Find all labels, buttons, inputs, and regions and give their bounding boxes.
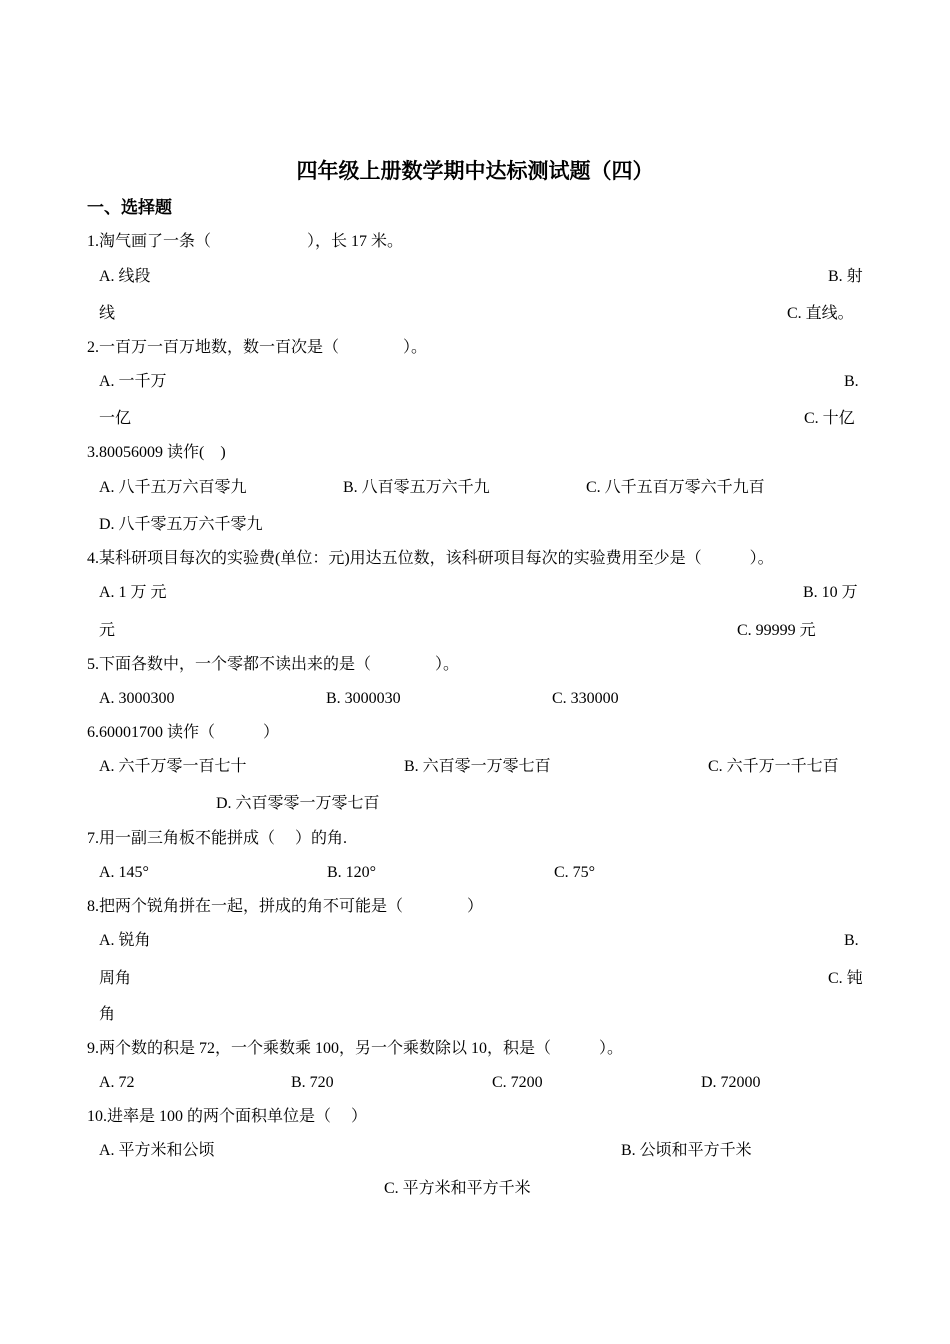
question-10-option-a: A. 平方米和公顷 bbox=[99, 1142, 215, 1159]
question-1-option-b-cont: 线 bbox=[99, 305, 116, 322]
question-1-option-b: B. 射 bbox=[828, 268, 863, 285]
question-4-stem: 4.某科研项目每次的实验费(单位：元)用达五位数，该科研项目每次的实验费用至少是（ ）。 bbox=[87, 550, 774, 567]
question-3-option-d: D. 八千零五万六千零九 bbox=[99, 516, 263, 533]
question-7-stem: 7.用一副三角板不能拼成（ ）的角. bbox=[87, 830, 348, 847]
question-4-option-b-cont: 元 bbox=[99, 622, 116, 639]
question-3-option-b: B. 八百零五万六千九 bbox=[343, 479, 490, 496]
question-10-stem: 10.进率是 100 的两个面积单位是（ ） bbox=[87, 1108, 368, 1125]
question-8-option-b-cont: 周角 bbox=[99, 970, 132, 987]
question-7-option-b: B. 120° bbox=[327, 864, 377, 881]
question-9-stem: 9.两个数的积是 72，一个乘数乘 100，另一个乘数除以 10，积是（ ）。 bbox=[87, 1040, 624, 1057]
question-6-option-d: D. 六百零零一万零七百 bbox=[216, 795, 380, 812]
question-7-option-c: C. 75° bbox=[554, 864, 596, 881]
question-5-option-b: B. 3000030 bbox=[326, 690, 401, 707]
question-5-option-a: A. 3000300 bbox=[99, 690, 175, 707]
question-5-stem: 5.下面各数中，一个零都不读出来的是（ ）。 bbox=[87, 656, 460, 673]
question-10-option-b: B. 公顷和平方千米 bbox=[621, 1142, 752, 1159]
question-1-option-a: A. 线段 bbox=[99, 268, 151, 285]
question-6-option-b: B. 六百零一万零七百 bbox=[404, 758, 551, 775]
question-1-stem: 1.淘气画了一条（ ），长 17 米。 bbox=[87, 233, 404, 250]
question-2-stem: 2.一百万一百万地数，数一百次是（ ）。 bbox=[87, 339, 428, 356]
question-8-option-b: B. bbox=[844, 932, 859, 949]
question-7-option-a: A. 145° bbox=[99, 864, 149, 881]
question-8-option-c-cont: 角 bbox=[99, 1006, 116, 1023]
question-4-option-c: C. 99999 元 bbox=[737, 622, 816, 639]
question-6-option-a: A. 六千万零一百七十 bbox=[99, 758, 247, 775]
question-6-stem: 6.60001700 读作（ ） bbox=[87, 724, 280, 741]
question-8-option-a: A. 锐角 bbox=[99, 932, 151, 949]
question-3-option-c: C. 八千五百万零六千九百 bbox=[586, 479, 765, 496]
question-9-option-b: B. 720 bbox=[291, 1074, 334, 1091]
question-10-option-c: C. 平方米和平方千米 bbox=[384, 1180, 531, 1197]
question-2-option-a: A. 一千万 bbox=[99, 373, 167, 390]
question-8-option-c: C. 钝 bbox=[828, 970, 863, 987]
question-9-option-a: A. 72 bbox=[99, 1074, 135, 1091]
question-2-option-b: B. bbox=[844, 373, 859, 390]
section-heading: 一、选择题 bbox=[87, 198, 172, 217]
question-1-option-c: C. 直线。 bbox=[787, 305, 854, 322]
question-6-option-c: C. 六千万一千七百 bbox=[708, 758, 839, 775]
page-title: 四年级上册数学期中达标测试题（四） bbox=[296, 159, 654, 183]
question-4-option-a: A. 1 万 元 bbox=[99, 584, 167, 601]
question-8-stem: 8.把两个锐角拼在一起，拼成的角不可能是（ ） bbox=[87, 898, 484, 915]
question-3-option-a: A. 八千五万六百零九 bbox=[99, 479, 247, 496]
question-9-option-c: C. 7200 bbox=[492, 1074, 543, 1091]
question-9-option-d: D. 72000 bbox=[701, 1074, 761, 1091]
question-4-option-b: B. 10 万 bbox=[803, 584, 858, 601]
question-2-option-c: C. 十亿 bbox=[804, 410, 855, 427]
question-5-option-c: C. 330000 bbox=[552, 690, 619, 707]
question-2-option-b-cont: 一亿 bbox=[99, 410, 132, 427]
question-3-stem: 3.80056009 读作( ) bbox=[87, 444, 226, 461]
